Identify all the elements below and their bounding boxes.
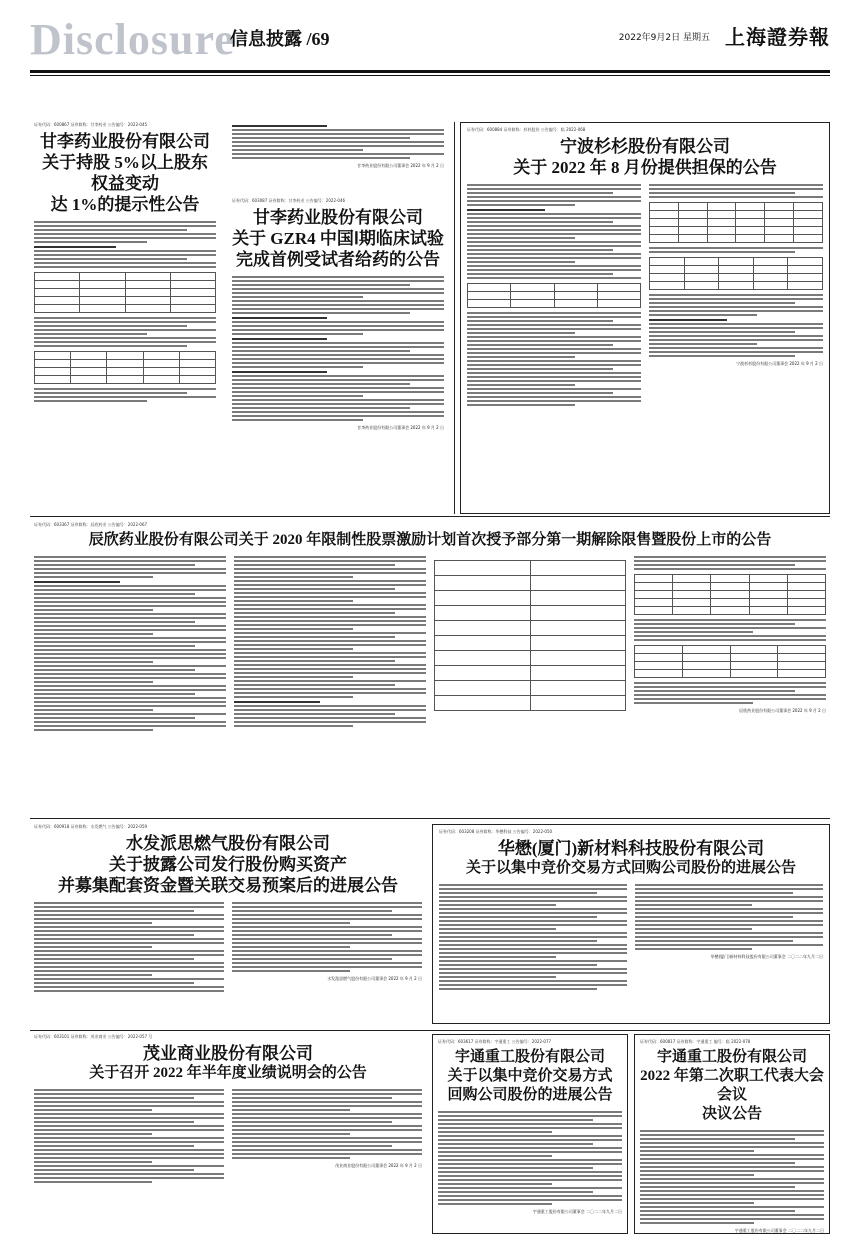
notice-title-line: 关于以集中竞价交易方式回购公司股份的进展公告 xyxy=(465,860,796,876)
notice-title-line: 关于披露公司发行股份购买资产 xyxy=(109,855,347,874)
notice-title-line: 关于召开 2022 年半年度业绩说明会的公告 xyxy=(89,1065,367,1081)
notice-maoye-briefing xyxy=(30,1034,426,1234)
notice-signature: 茂业商业股份有限公司董事会 2022 年 9 月 2 日 xyxy=(335,1163,422,1168)
notice-title-line: 关于 GZR4 中国Ⅰ期临床试验 xyxy=(232,229,444,248)
notice-code: 证券代码：603208 证券简称：华懋科技 公告编号：2022-050 xyxy=(439,829,553,834)
notice-yutong-buyback xyxy=(432,1034,628,1234)
unlock-conditions-table xyxy=(434,560,626,711)
notice-huamao-buyback xyxy=(432,824,830,1024)
holding-change-table xyxy=(34,351,216,384)
notice-title-line: 关于持股 5%以上股东权益变动 xyxy=(42,153,208,193)
masthead-rule xyxy=(30,70,830,73)
section-title: 信息披露 /69 xyxy=(230,29,330,49)
notice-ganli-equity xyxy=(30,122,220,512)
subsidiary-finance-table xyxy=(649,202,823,243)
newspaper-name: 上海證券報 xyxy=(725,27,830,49)
notice-title-line: 达 1%的提示性公告 xyxy=(50,195,200,214)
row-divider xyxy=(30,1030,830,1031)
notice-title: 辰欣药业股份有限公司关于 2020 年限制性股票激励计划首次授予部分第一期解除限售暨股份上市的公告 xyxy=(88,532,772,548)
notice-ganli-gzr4 xyxy=(228,198,448,512)
issue-date: 2022年9月2日 星期五 xyxy=(618,33,710,43)
column-divider xyxy=(454,122,455,514)
notice-title-line: 甘李药业股份有限公司 xyxy=(40,132,210,151)
notice-code: 证券代码：603101 证券简称：茂业商业 公告编号：2022-057 号 xyxy=(34,1034,153,1039)
notice-code: 证券代码：600884 证券简称：杉杉股份 公告编号：临 2022-068 xyxy=(467,127,586,132)
notice-title-line: 华懋(厦门)新材料科技股份有限公司 xyxy=(497,839,765,858)
row-divider xyxy=(30,818,830,819)
notice-title-line: 关于以集中竞价交易方式 xyxy=(447,1068,613,1084)
notice-title-line: 宇通重工股份有限公司 xyxy=(656,1049,807,1065)
notice-shuifa-gas xyxy=(30,824,426,1024)
notice-code: 证券代码：603367 证券简称：辰欣药业 公告编号：2022-067 xyxy=(34,522,148,527)
notice-title-line: 关于 2022 年 8 月份提供担保的公告 xyxy=(513,158,777,177)
guarantee-table xyxy=(467,283,641,308)
section-brand: Disclosure xyxy=(30,15,235,64)
unlock-shares-table xyxy=(634,574,826,615)
notice-title-line: 宁波杉杉股份有限公司 xyxy=(560,137,730,156)
notice-signature: 宇通重工股份有限公司董事会 二〇二二年九月二日 xyxy=(734,1228,824,1233)
notice-code: 证券代码：603087 证券简称：甘李药业 公告编号：2022-046 xyxy=(232,198,346,203)
notice-title-line: 回购公司股份的进展公告 xyxy=(447,1087,613,1103)
notice-title-line: 2022 年第二次职工代表大会会议 xyxy=(640,1068,824,1103)
notice-signature: 华懋(厦门)新材料科技股份有限公司董事会 二〇二二年九月二日 xyxy=(710,954,823,959)
notice-title-line: 并募集配套资金暨关联交易预案后的进展公告 xyxy=(58,876,398,895)
notice-code: 证券代码：600867 证券简称：甘李药业 公告编号：2022-045 xyxy=(34,122,148,127)
masthead-rule-thin xyxy=(30,75,830,76)
notice-title-line: 完成首例受试者给药的公告 xyxy=(236,250,440,269)
notice-signature: 辰欣药业股份有限公司董事会 2022 年 9 月 2 日 xyxy=(739,708,826,713)
notice-signature: 水发派思燃气股份有限公司董事会 2022 年 9 月 2 日 xyxy=(327,976,422,981)
masthead xyxy=(30,14,830,66)
notice-shanshan-guarantee xyxy=(460,122,830,514)
notice-code: 证券代码：600918 证券简称：水发燃气 公告编号：2022-059 xyxy=(34,824,148,829)
notice-code: 证券代码：603617 证券简称：宇通重工 公告编号：2022-077 xyxy=(438,1039,552,1044)
notice-signature: 甘李药业股份有限公司董事会 2022 年 9 月 2 日 xyxy=(357,163,444,168)
notice-title-line: 决议公告 xyxy=(701,1106,762,1122)
notice-title-line: 宇通重工股份有限公司 xyxy=(454,1049,605,1065)
notice-signature: 宇通重工股份有限公司董事会 二〇二二年九月二日 xyxy=(532,1209,622,1214)
notice-yutong-congress xyxy=(634,1034,830,1234)
notice-signature: 甘李药业股份有限公司董事会 2022 年 9 月 2 日 xyxy=(357,425,444,430)
guarantee-detail-table xyxy=(649,257,823,290)
notice-ganli-equity-continued xyxy=(228,122,448,192)
share-structure-table xyxy=(634,645,826,678)
notice-title-line: 水发派思燃气股份有限公司 xyxy=(126,834,330,853)
notice-title-line: 甘李药业股份有限公司 xyxy=(253,208,423,227)
notice-signature: 宁波杉杉股份有限公司董事会 2022 年 9 月 2 日 xyxy=(736,361,823,366)
row-divider xyxy=(30,516,830,517)
shareholding-table xyxy=(34,272,216,313)
notice-code: 证券代码：600817 证券简称：宇通重工 编号：临 2022-078 xyxy=(640,1039,751,1044)
notice-title-line: 茂业商业股份有限公司 xyxy=(143,1044,313,1063)
notice-chenxin-unlock xyxy=(30,522,830,812)
